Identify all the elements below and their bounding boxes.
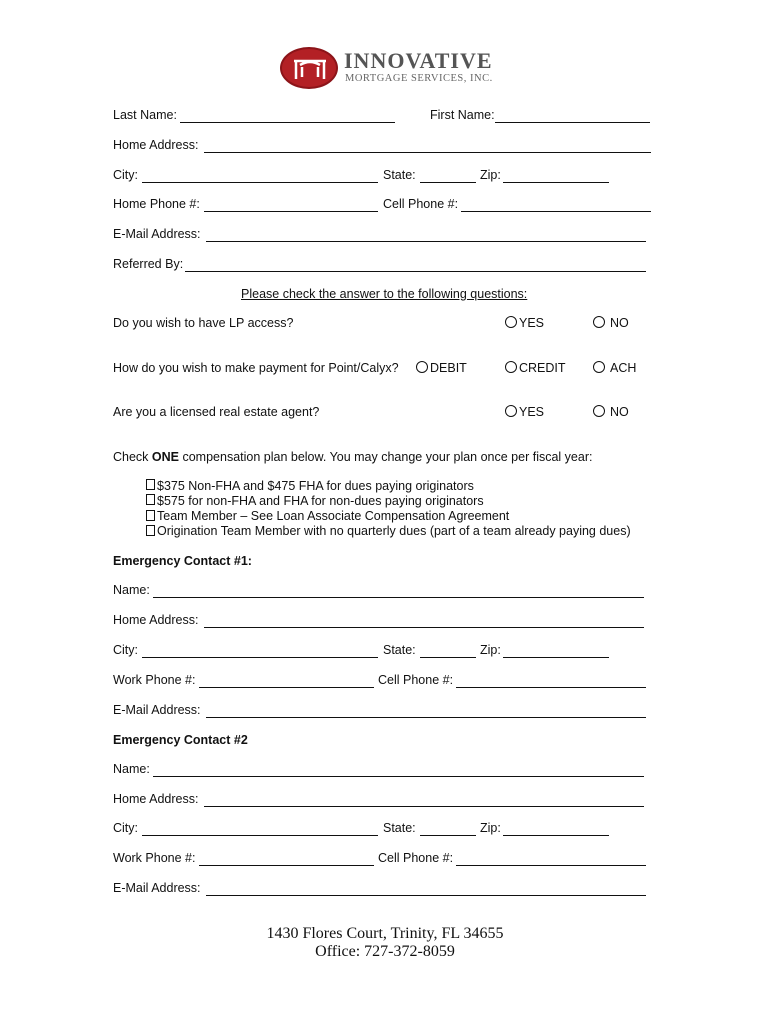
emergency2-address-field[interactable] — [204, 806, 644, 807]
footer-address: 1430 Flores Court, Trinity, FL 34655 — [266, 925, 504, 942]
compensation-intro-pre: Check — [113, 450, 152, 464]
emergency2-name-label: Name: — [113, 762, 150, 776]
plan-2-checkbox[interactable] — [146, 494, 155, 505]
payment-ach-radio[interactable] — [593, 361, 605, 373]
emergency1-address-field[interactable] — [204, 627, 644, 628]
logo-emblem-icon — [280, 47, 338, 89]
emergency2-state-label: State: — [383, 821, 416, 835]
emergency1-heading: Emergency Contact #1: — [113, 554, 252, 568]
city-field[interactable] — [142, 182, 378, 183]
emergency2-zip-label: Zip: — [480, 821, 501, 835]
emergency2-email-field[interactable] — [206, 895, 646, 896]
lp-yes-label: YES — [519, 316, 545, 330]
plan-2-label: $575 for non-FHA and FHA for non-dues paying originators — [157, 494, 484, 508]
referred-by-label: Referred By: — [113, 257, 184, 271]
zip-label: Zip: — [480, 168, 501, 182]
payment-credit-label: CREDIT — [519, 361, 566, 375]
cell-phone-field[interactable] — [461, 211, 651, 212]
agent-no-label: NO — [610, 405, 629, 419]
compensation-intro-post: compensation plan below. You may change your plan once per fiscal year: — [179, 450, 593, 464]
plan-4-checkbox[interactable] — [146, 525, 155, 536]
emergency1-zip-label: Zip: — [480, 643, 501, 657]
company-logo — [278, 44, 498, 96]
footer-office-phone: Office: 727-372-8059 — [315, 943, 455, 960]
agent-no-radio[interactable] — [593, 405, 605, 417]
agent-yes-radio[interactable] — [505, 405, 517, 417]
home-address-label: Home Address: — [113, 138, 199, 152]
emergency2-state-field[interactable] — [420, 835, 476, 836]
question-payment-method: How do you wish to make payment for Point/Calyx? — [113, 361, 399, 375]
emergency2-email-label: E-Mail Address: — [113, 881, 201, 895]
compensation-intro — [113, 450, 592, 464]
payment-debit-radio[interactable] — [416, 361, 428, 373]
state-field[interactable] — [420, 182, 476, 183]
emergency1-work-phone-field[interactable] — [199, 687, 374, 688]
emergency2-cell-phone-label: Cell Phone #: — [378, 851, 454, 865]
question-licensed-agent: Are you a licensed real estate agent? — [113, 405, 320, 419]
emergency2-city-label: City: — [113, 821, 138, 835]
agent-yes-label: YES — [519, 405, 545, 419]
emergency2-address-label: Home Address: — [113, 792, 199, 806]
questions-heading: Please check the answer to the following questions: — [241, 287, 528, 301]
emergency1-work-phone-label: Work Phone #: — [113, 673, 196, 687]
payment-ach-label: ACH — [610, 361, 637, 375]
home-phone-label: Home Phone #: — [113, 197, 200, 211]
plan-1-checkbox[interactable] — [146, 479, 155, 490]
plan-3-label: Team Member – See Loan Associate Compensation Agreement — [157, 509, 510, 523]
emergency1-address-label: Home Address: — [113, 613, 199, 627]
emergency2-city-field[interactable] — [142, 835, 378, 836]
emergency1-city-field[interactable] — [142, 657, 378, 658]
email-label: E-Mail Address: — [113, 227, 201, 241]
home-phone-field[interactable] — [204, 211, 378, 212]
emergency1-cell-phone-field[interactable] — [456, 687, 646, 688]
question-lp-access: Do you wish to have LP access? — [113, 316, 294, 330]
emergency2-heading: Emergency Contact #2 — [113, 733, 248, 747]
lp-no-radio[interactable] — [593, 316, 605, 328]
city-label: City: — [113, 168, 138, 182]
emergency1-cell-phone-label: Cell Phone #: — [378, 673, 454, 687]
first-name-label: First Name: — [430, 108, 495, 122]
emergency1-email-label: E-Mail Address: — [113, 703, 201, 717]
plan-4-label: Origination Team Member with no quarterly dues (part of a team already paying dues) — [157, 524, 631, 538]
last-name-field[interactable] — [180, 122, 395, 123]
emergency2-name-field[interactable] — [153, 776, 644, 777]
email-field[interactable] — [206, 241, 646, 242]
emergency1-state-field[interactable] — [420, 657, 476, 658]
emergency1-email-field[interactable] — [206, 717, 646, 718]
lp-no-label: NO — [610, 316, 629, 330]
emergency2-cell-phone-field[interactable] — [456, 865, 646, 866]
referred-by-field[interactable] — [185, 271, 646, 272]
company-subtitle: MORTGAGE SERVICES, INC. — [345, 73, 493, 84]
emergency1-state-label: State: — [383, 643, 416, 657]
zip-field[interactable] — [503, 182, 609, 183]
company-name: INNOVATIVE — [344, 48, 493, 73]
plan-3-checkbox[interactable] — [146, 510, 155, 521]
first-name-field[interactable] — [495, 122, 650, 123]
emergency1-zip-field[interactable] — [503, 657, 609, 658]
plan-1-label: $375 Non-FHA and $475 FHA for dues paying originators — [157, 479, 474, 493]
emergency1-name-field[interactable] — [153, 597, 644, 598]
home-address-field[interactable] — [204, 152, 651, 153]
emergency2-work-phone-label: Work Phone #: — [113, 851, 196, 865]
payment-debit-label: DEBIT — [430, 361, 467, 375]
emergency1-city-label: City: — [113, 643, 138, 657]
emergency2-zip-field[interactable] — [503, 835, 609, 836]
emergency2-work-phone-field[interactable] — [199, 865, 374, 866]
last-name-label: Last Name: — [113, 108, 177, 122]
state-label: State: — [383, 168, 416, 182]
compensation-intro-bold: ONE — [151, 450, 179, 464]
cell-phone-label: Cell Phone #: — [383, 197, 459, 211]
payment-credit-radio[interactable] — [505, 361, 517, 373]
emergency1-name-label: Name: — [113, 583, 150, 597]
lp-yes-radio[interactable] — [505, 316, 517, 328]
